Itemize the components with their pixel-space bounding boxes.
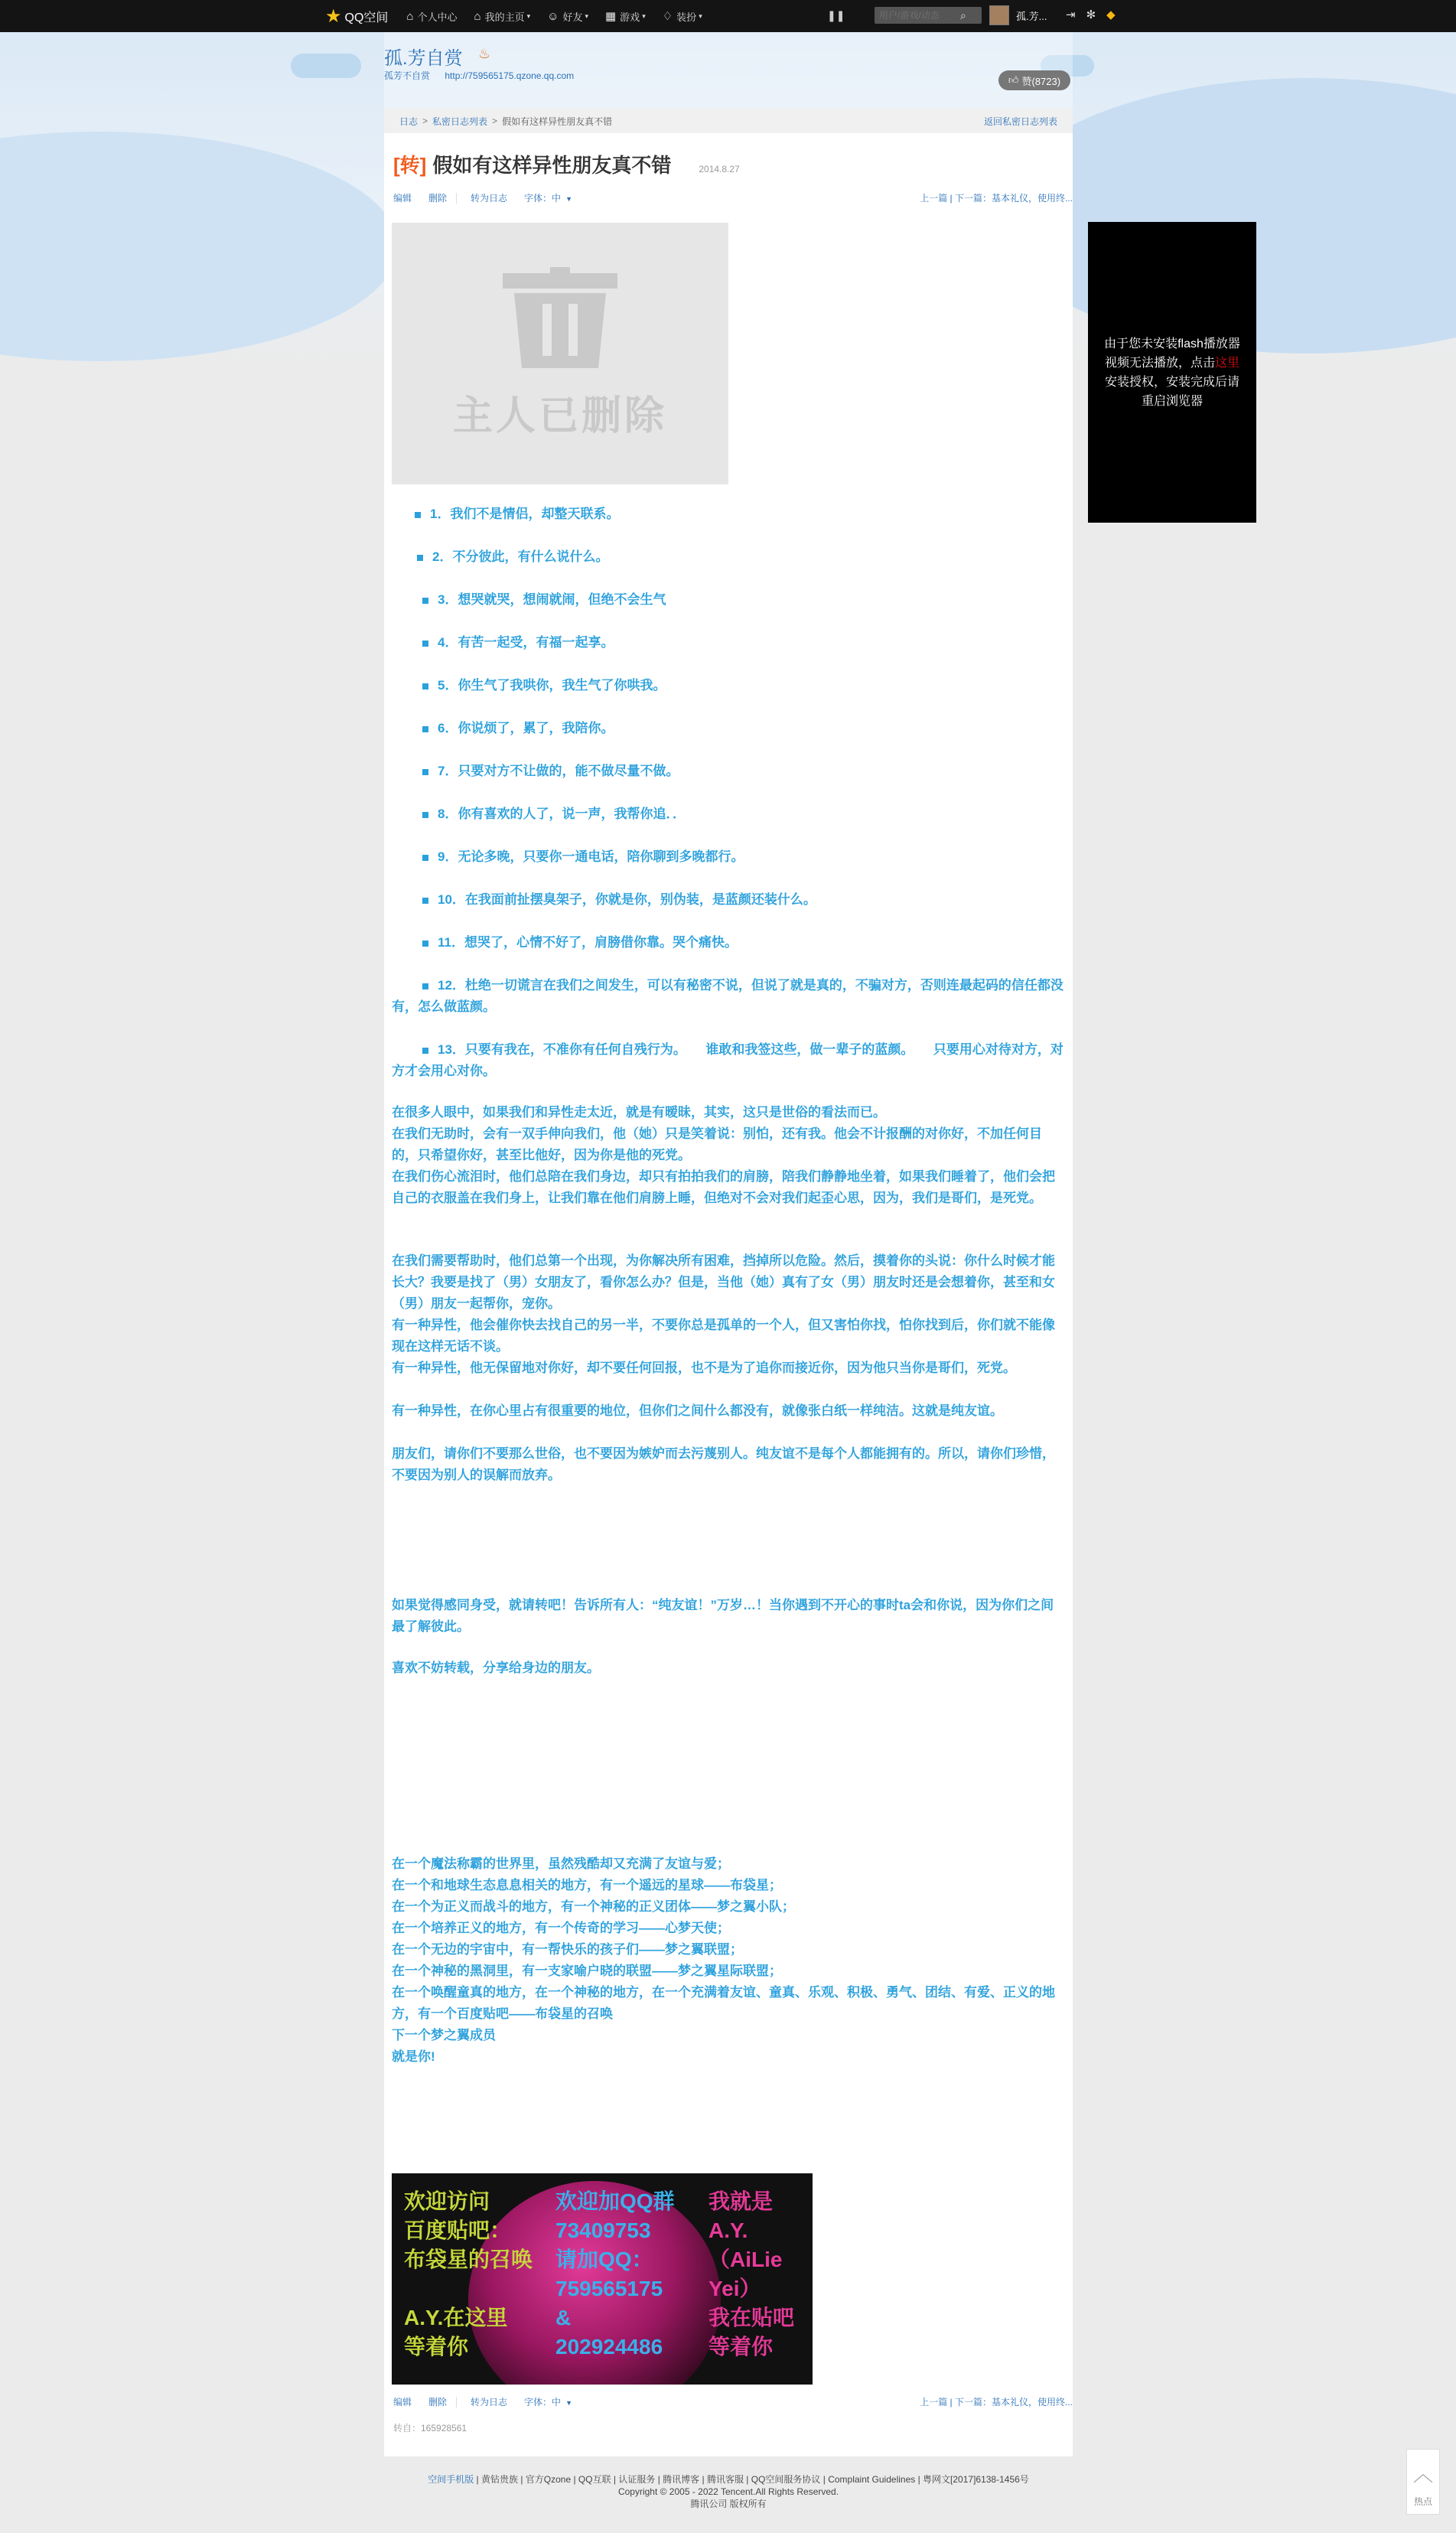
flash-player-notice: 由于您未安装flash播放器视频无法播放，点击这里安装授权，安装完成后请重启浏览器 — [1088, 222, 1256, 523]
paragraph: 喜欢不妨转载，分享给身边的朋友。 — [392, 1661, 600, 1675]
top-icons — [1066, 8, 1116, 21]
bullet-icon — [422, 641, 428, 647]
breadcrumb-separator: > — [422, 116, 428, 126]
article-container — [384, 133, 1073, 2456]
article-toolbar-bottom — [393, 2395, 1073, 2408]
vip-diamond-icon[interactable]: ◆ — [1106, 8, 1116, 21]
person-icon: ⌂ — [406, 9, 414, 23]
games-icon: ▦ — [604, 10, 617, 23]
edit-button[interactable]: 编辑 — [393, 2397, 412, 2407]
repost-tag: [转] — [393, 154, 427, 177]
page-footer — [384, 2473, 1073, 2510]
poem-line: 在一个唤醒童真的地方，在一个神秘的地方，在一个充满着友谊、童真、乐观、积极、勇气、团结、有爱、正义的地方，有一个百度贴吧——布袋星的召唤 — [392, 1985, 1055, 2021]
paragraph: 在我们无助时，会有一双手伸向我们，他（她）只是笑着说：别怕，还有我。他会不计报酬的对你好，不加任何目的，只希望你好，甚至比他好，因为你是他的死党。 — [392, 1126, 1042, 1162]
poem-line: 在一个为正义而战斗的地方，有一个神秘的正义团体——梦之翼小队； — [392, 1899, 795, 1914]
logout-icon[interactable]: ⇥ — [1066, 8, 1076, 21]
list-item: 13．只要有我在，不准你有任何自残行为。 谁敢和我签这些，做一辈子的蓝颜。 只要用心对待对方，对方才会用心对你。 — [392, 1042, 1063, 1078]
delete-button[interactable]: 删除 — [428, 193, 448, 204]
list-item: 5．你生气了我哄你，我生气了你哄我。 — [392, 675, 1065, 696]
bullet-icon — [422, 598, 428, 604]
font-size-dropdown[interactable]: 字体：中 ▼ — [524, 193, 572, 204]
music-pause-icon[interactable]: ❚❚ — [827, 9, 845, 21]
paragraph: 有一种异性，在你心里占有很重要的地位，但你们之间什么都没有，就像张白纸一样纯洁。这就是纯友谊。 — [392, 1403, 1003, 1418]
chevron-down-icon: ▾ — [699, 11, 702, 20]
list-item: 9．无论多晚，只要你一通电话，陪你聊到多晚都行。 — [392, 846, 1065, 868]
paragraph: 有一种异性，他会催你快去找自己的另一半，不要你总是孤单的一个人，但又害怕你找，怕你找到后，你们就不能像现在这样无话不谈。 — [392, 1318, 1055, 1354]
promo-text-column-1: 欢迎访问 百度贴吧： 布袋星的召唤 A.Y.在这里 等着你 — [404, 2189, 533, 2359]
footer-links[interactable]: | 黄钻贵族 | 官方Qzone | QQ互联 | 认证服务 | 腾讯博客 | 腾讯客服 | QQ空间服务协议 | Complaint Guidelines | 粤网文[2017]6138-1456号 — [474, 2474, 1029, 2485]
article-title: 假如有这样异性朋友真不错 — [432, 154, 672, 177]
space-motto: 孤芳不自赏 — [384, 70, 431, 81]
list-item: 6．你说烦了，累了，我陪你。 — [392, 718, 1065, 739]
chevron-down-icon: ▾ — [585, 11, 588, 20]
bullet-icon — [417, 555, 423, 561]
space-url[interactable]: http://759565175.qzone.qq.com — [445, 70, 575, 81]
list-item: 12．杜绝一切谎言在我们之间发生，可以有秘密不说，但说了就是真的，不骗对方，否则连最起码的信任都没有，怎么做蓝颜。 — [392, 978, 1063, 1014]
qzone-logo[interactable]: ★ QQ空间 — [325, 5, 389, 27]
nav-games[interactable]: ▦ 游戏 ▾ — [604, 10, 646, 23]
convert-to-diary-button[interactable]: 转为日志 — [471, 193, 508, 204]
paragraph: 在我们需要帮助时，他们总第一个出现，为你解决所有困难，挡掉所以危险。然后，摸着你的头说：你什么时候才能长大？我要是找了（男）女朋友了，看你怎么办？但是，当他（她）真有了女（男）朋友时还是会想着你，甚至和女（男）朋友一起帮你，宠你。 — [392, 1253, 1055, 1311]
like-button[interactable]: 👍︎ 赞(8723) — [998, 70, 1070, 90]
user-menu[interactable]: 孤.芳... — [989, 5, 1047, 25]
friends-icon: ☺ — [547, 9, 559, 23]
bullet-icon — [422, 726, 428, 732]
delete-button[interactable]: 删除 — [428, 2397, 448, 2407]
promo-text-column-2: 欢迎加QQ群 73409753 请加QQ： 759565175 & 202924486 — [555, 2189, 675, 2359]
poem-line: 在一个和地球生态息息相关的地方，有一个遥远的星球——布袋星； — [392, 1878, 782, 1892]
article-toolbar-top — [393, 191, 1073, 204]
toolbar-divider — [456, 2397, 457, 2407]
chevron-down-icon: ▼ — [565, 195, 572, 203]
reprint-source: 转自：165928561 — [393, 2423, 467, 2434]
bullet-icon — [422, 769, 428, 775]
avatar[interactable] — [989, 5, 1009, 25]
convert-to-diary-button[interactable]: 转为日志 — [471, 2397, 508, 2407]
bullet-icon — [422, 683, 428, 689]
nav-dress-up[interactable]: ♢ 装扮 ▾ — [662, 10, 702, 23]
space-title[interactable]: 孤.芳自赏 — [384, 48, 463, 69]
article-title-row — [393, 150, 740, 178]
paragraph: 在很多人眼中，如果我们和异性走太近，就是有暧昧，其实，这只是世俗的看法而已。 — [392, 1105, 886, 1120]
chevron-up-icon: ︿ — [1412, 2463, 1433, 2486]
paragraph: 有一种异性，他无保留地对你好，却不要任何回报，也不是为了追你而接近你，因为他只当你是哥们，死党。 — [392, 1361, 1016, 1375]
prev-next-nav[interactable]: 上一篇 | 下一篇：基本礼仪，使用终... — [920, 2397, 1073, 2407]
install-flash-link[interactable]: 这里 — [1215, 356, 1240, 370]
list-item: 2．不分彼此，有什么说什么。 — [392, 546, 1065, 568]
paragraph: 在我们伤心流泪时，他们总陪在我们身边，却只有拍拍我们的肩膀，陪我们静静地坐着，如果我们睡着了，他们会把自己的衣服盖在我们身上，让我们靠在他们肩膀上睡，但绝对不会对我们起歪心思，因为，我们是哥们，是死党。 — [392, 1169, 1055, 1205]
font-size-dropdown[interactable]: 字体：中 ▼ — [524, 2397, 572, 2407]
star-icon: ★ — [325, 5, 342, 27]
list-item: 3．想哭就哭，想闹就闹，但绝不会生气 — [392, 589, 1065, 611]
bullet-icon — [422, 941, 428, 947]
list-item: 11．想哭了，心情不好了，肩膀借你靠。哭个痛快。 — [392, 932, 1065, 954]
company-rights: 腾讯公司 版权所有 — [690, 2499, 767, 2509]
list-item: 1．我们不是情侣，却整天联系。 — [392, 504, 1065, 525]
breadcrumb-separator: > — [492, 116, 498, 126]
prev-next-nav[interactable]: 上一篇 | 下一篇：基本礼仪，使用终... — [920, 193, 1073, 204]
bullet-icon — [422, 812, 428, 818]
mobile-version-link[interactable]: 空间手机版 — [428, 2474, 474, 2485]
home-icon: ⌂ — [474, 9, 481, 23]
list-item: 8．你有喜欢的人了，说一声，我帮你追．． — [392, 804, 1065, 825]
article-date: 2014.8.27 — [699, 164, 740, 174]
gear-icon[interactable]: ✻ — [1086, 8, 1096, 21]
breadcrumb-diary[interactable]: 日志 — [399, 116, 419, 127]
bullet-icon — [415, 512, 421, 518]
fire-icon: ♨ — [478, 46, 491, 61]
back-to-list-link[interactable]: 返回私密日志列表 — [983, 116, 1057, 127]
thumbs-up-icon: 👍︎ — [1008, 74, 1019, 86]
chevron-down-icon: ▼ — [565, 2399, 572, 2407]
hot-topics-button[interactable]: ︿ 热点 — [1406, 2449, 1440, 2515]
paragraph: 如果觉得感同身受，就请转吧！告诉所有人：“纯友谊！”万岁…！当你遇到不开心的事时ta会和你说，因为你们之间最了解彼此。 — [392, 1598, 1054, 1634]
dress-icon: ♢ — [662, 10, 673, 23]
deleted-image-text: 主人已删除 — [452, 393, 667, 438]
trash-icon — [495, 267, 625, 374]
search-input[interactable] — [875, 10, 960, 21]
promo-image — [392, 2173, 813, 2385]
promo-text-column-3: 我就是 A.Y. （AiLie Yei） 我在贴吧 等着你 — [708, 2189, 795, 2359]
nav-friends[interactable]: ☺ 好友 ▾ — [547, 9, 588, 23]
search-icon[interactable]: ⌕ — [960, 8, 966, 21]
poem-line: 在一个无边的宇宙中，有一帮快乐的孩子们——梦之翼联盟； — [392, 1942, 743, 1957]
cloud-decoration — [291, 54, 361, 78]
poem-line: 在一个魔法称霸的世界里，虽然残酷却又充满了友谊与爱； — [392, 1857, 730, 1871]
bullet-icon — [422, 898, 428, 904]
toolbar-divider — [456, 193, 457, 204]
search-box — [875, 7, 982, 24]
paragraph: 朋友们，请你们不要那么世俗，也不要因为嫉妒而去污蔑别人。纯友谊不是每个人都能拥有的。所以，请你们珍惜，不要因为别人的误解而放弃。 — [392, 1446, 1055, 1482]
chevron-down-icon: ▾ — [526, 11, 531, 20]
poem-line: 下一个梦之翼成员 — [392, 2028, 496, 2042]
nav-personal-center[interactable]: ⌂ 个人中心 — [406, 9, 458, 23]
list-item: 4．有苦一起受，有福一起享。 — [392, 632, 1065, 654]
poem-line: 就是你! — [392, 2049, 435, 2064]
breadcrumb — [384, 109, 1073, 133]
list-item: 10．在我面前扯摆臭架子，你就是你，别伪装，是蓝颜还装什么。 — [392, 889, 1065, 911]
poem-line: 在一个培养正义的地方，有一个传奇的学习——心梦天使； — [392, 1921, 730, 1935]
bullet-icon — [422, 1048, 428, 1054]
top-navbar — [0, 0, 1456, 32]
breadcrumb-current: 假如有这样异性朋友真不错 — [502, 116, 613, 127]
breadcrumb-private-list[interactable]: 私密日志列表 — [432, 116, 488, 127]
bullet-icon — [422, 983, 428, 989]
space-subtitle — [384, 69, 586, 82]
chevron-down-icon: ▾ — [642, 11, 646, 20]
list-item: 7．只要对方不让做的，能不做尽量不做。 — [392, 761, 1065, 782]
poem-line: 在一个神秘的黑洞里，有一支家喻户晓的联盟——梦之翼星际联盟； — [392, 1964, 782, 1978]
edit-button[interactable]: 编辑 — [393, 193, 412, 204]
deleted-image-placeholder — [392, 223, 728, 484]
copyright-text: Copyright © 2005 - 2022 Tencent.All Rights Reserved. — [617, 2486, 839, 2497]
wave-decoration — [0, 132, 398, 361]
bullet-icon — [422, 855, 428, 861]
nav-my-homepage[interactable]: ⌂ 我的主页 ▾ — [474, 9, 531, 23]
